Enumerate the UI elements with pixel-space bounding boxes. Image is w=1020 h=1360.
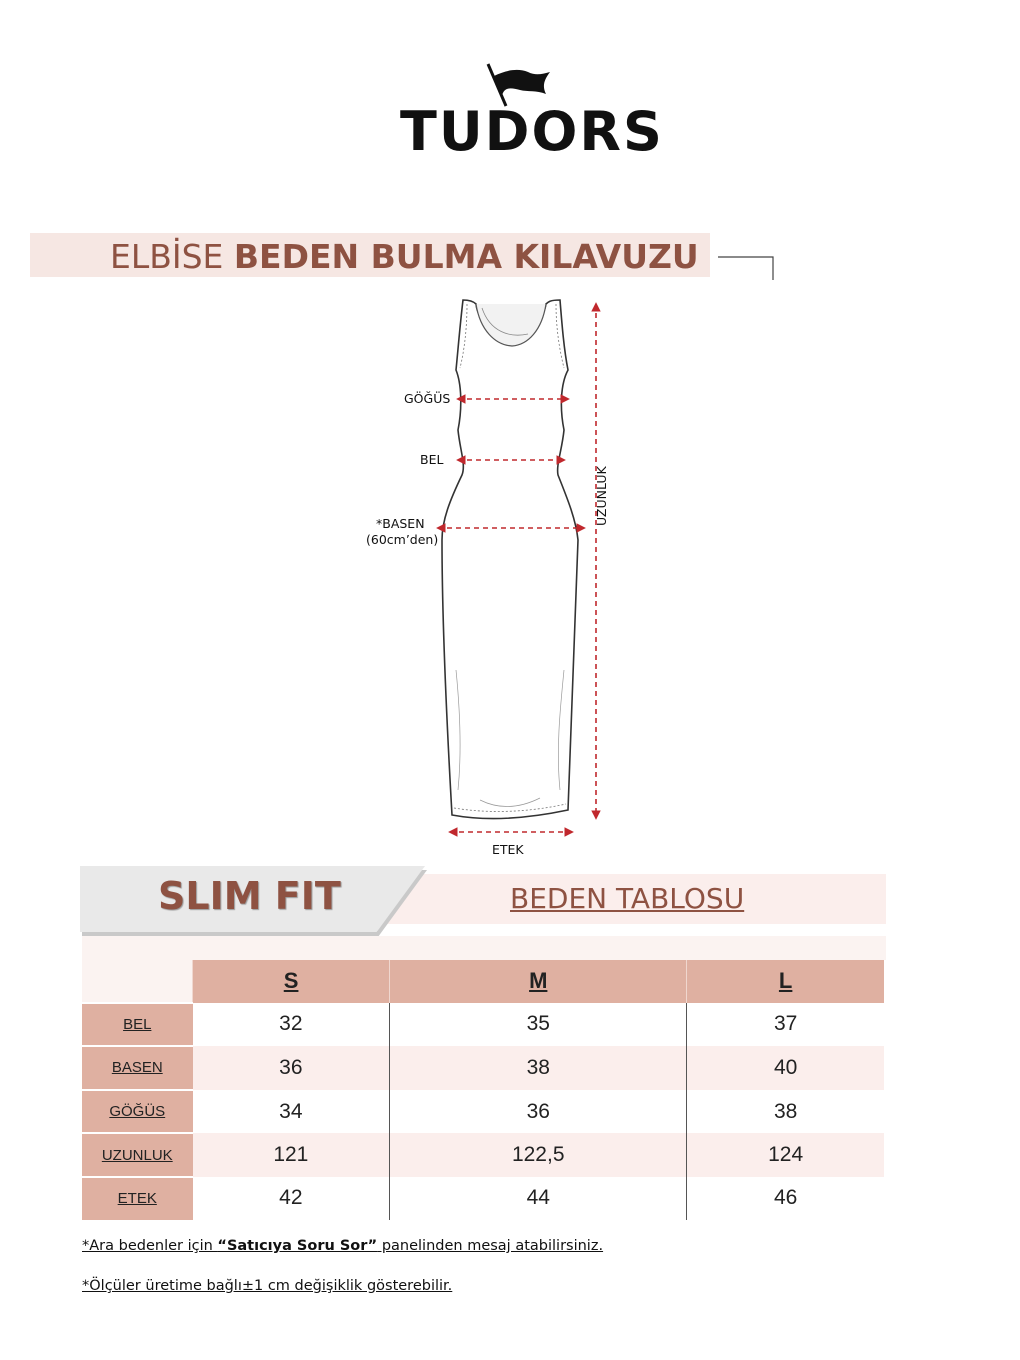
table-row <box>82 1133 884 1177</box>
fit-label: SLIM FIT <box>158 874 341 918</box>
table-row <box>82 1046 884 1090</box>
size-header-l: L <box>687 960 884 1003</box>
label-waist: BEL <box>420 452 444 467</box>
label-hip-line2: (60cm’den) <box>366 532 439 547</box>
table-top-band <box>82 936 886 960</box>
corner-cell <box>82 960 193 1003</box>
table-row <box>82 1177 884 1220</box>
row-label: UZUNLUK <box>82 1133 193 1177</box>
note1-bold: “Satıcıya Soru Sor” <box>217 1238 378 1254</box>
guide-title <box>110 237 699 276</box>
dress-outline <box>350 290 650 860</box>
brand-name: TUDORS <box>400 100 664 163</box>
note-tolerance: *Ölçüler üretime bağlı±1 cm değişiklik gösterebilir. <box>82 1278 453 1294</box>
size-table-grid <box>82 960 884 1220</box>
label-hem: ETEK <box>492 842 524 857</box>
decorative-bracket <box>718 256 774 280</box>
table-cell: 44 <box>390 1177 687 1220</box>
size-table <box>82 936 886 1210</box>
note-in-between-sizes <box>82 1238 603 1254</box>
label-chest: GÖĞÜS <box>404 391 451 406</box>
table-cell: 34 <box>279 1099 303 1123</box>
table-cell: 124 <box>687 1133 884 1177</box>
table-cell: 121 <box>193 1133 390 1177</box>
row-label: ETEK <box>82 1177 193 1220</box>
row-label: BEL <box>82 1003 193 1047</box>
brand-logo <box>400 62 664 163</box>
table-header-row <box>82 960 884 1003</box>
table-cell: 42 <box>279 1186 303 1210</box>
table-cell: 35 <box>390 1003 687 1047</box>
guide-banner <box>30 233 710 277</box>
note1-suffix: panelinden mesaj atabilirsiniz. <box>377 1238 604 1254</box>
label-length: UZUNLUK <box>594 466 609 526</box>
table-cell: 36 <box>193 1046 390 1090</box>
table-cell: 37 <box>687 1003 884 1047</box>
size-header-s: S <box>193 960 390 1003</box>
table-cell: 32 <box>279 1012 303 1036</box>
row-label: BASEN <box>82 1046 193 1090</box>
size-table-title: BEDEN TABLOSU <box>510 882 745 915</box>
fit-header <box>80 864 886 936</box>
dress-diagram <box>350 290 650 860</box>
guide-title-light: ELBİSE <box>110 237 224 276</box>
table-row <box>82 1090 884 1134</box>
table-cell: 46 <box>687 1177 884 1220</box>
note1-prefix: *Ara bedenler için <box>82 1238 218 1254</box>
row-label: GÖĞÜS <box>82 1090 193 1134</box>
table-cell: 38 <box>687 1090 884 1134</box>
size-header-m: M <box>390 960 687 1003</box>
table-cell: 36 <box>390 1090 687 1134</box>
guide-title-bold: BEDEN BULMA KILAVUZU <box>233 237 699 276</box>
table-cell: 122,5 <box>390 1133 687 1177</box>
label-hip-line1: *BASEN <box>376 516 425 531</box>
table-cell: 38 <box>390 1046 687 1090</box>
table-cell: 40 <box>687 1046 884 1090</box>
table-row <box>82 1003 884 1047</box>
